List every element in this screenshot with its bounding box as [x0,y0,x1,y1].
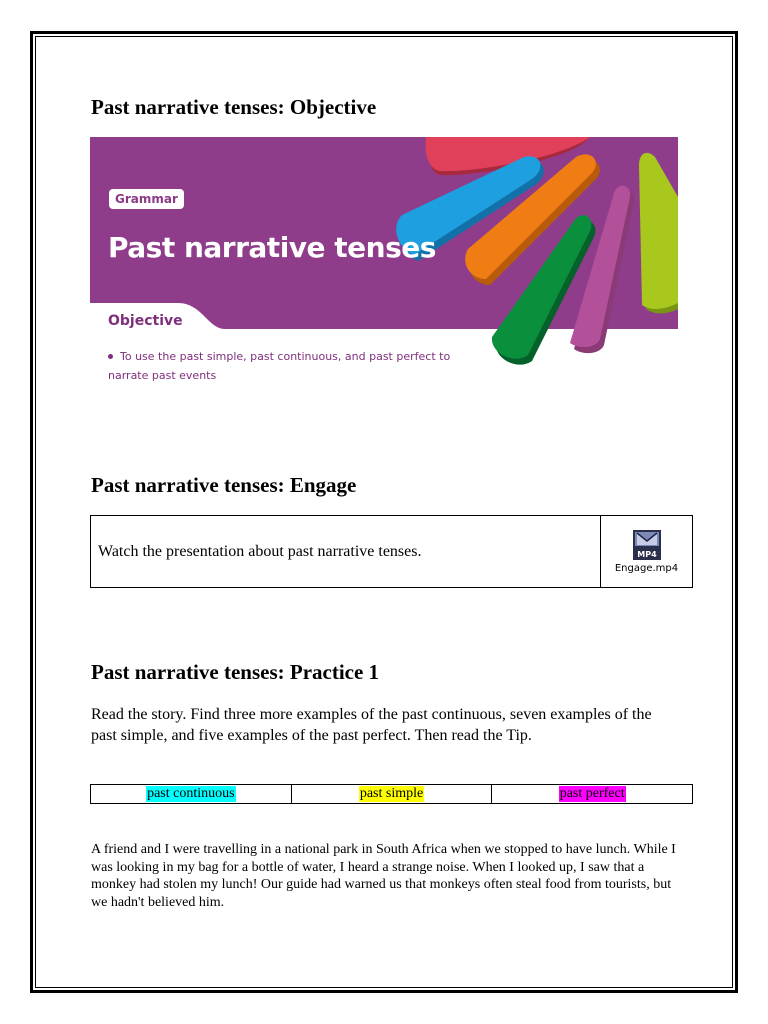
objective-bullet-text: To use the past simple, past continuous, and past perfect to narrate past events [108,350,451,382]
practice-heading: Past narrative tenses: Practice 1 [91,660,380,684]
engage-file-attachment[interactable] [601,516,692,587]
tense-cell-past-simple [292,785,493,803]
story-text: A friend and I were travelling in a national park in South Africa when we stopped to have lunch. While I was looking in my bag for a bottle of water, I heard a strange noise. When I looked up, I saw that a monkey had stolen my lunch! Our guide had warned us that monkeys often steal food from tourists, but we hadn't believed him. [91,842,676,910]
mp4-badge: MP4 [636,550,657,559]
engage-table [90,515,693,588]
engage-instruction: Watch the presentation about past narrative tenses. [91,516,601,587]
engage-file-name[interactable]: Engage.mp4 [614,563,679,574]
tense-table [90,784,693,804]
objective-bullet [108,347,478,385]
objective-heading: Past narrative tenses: Objective [91,95,377,119]
tense-label-past-simple: past simple [359,786,424,801]
tense-label-past-perfect: past perfect [559,786,625,801]
engage-heading: Past narrative tenses: Engage [91,473,357,497]
practice-instructions: Read the story. Find three more examples of the past continuous, seven examples of the past simple, and five examples of the past perfect. Then read the Tip. [91,706,652,744]
bullet-icon [108,354,113,359]
objective-label: Objective [108,313,183,329]
grammar-tag: Grammar [109,189,184,209]
tense-label-past-continuous: past continuous [147,786,235,801]
banner-title: Past narrative tenses [108,231,436,264]
objective-banner [90,137,678,392]
tense-cell-past-continuous [91,785,292,803]
tense-cell-past-perfect [492,785,692,803]
mp4-file-icon[interactable] [632,529,662,561]
